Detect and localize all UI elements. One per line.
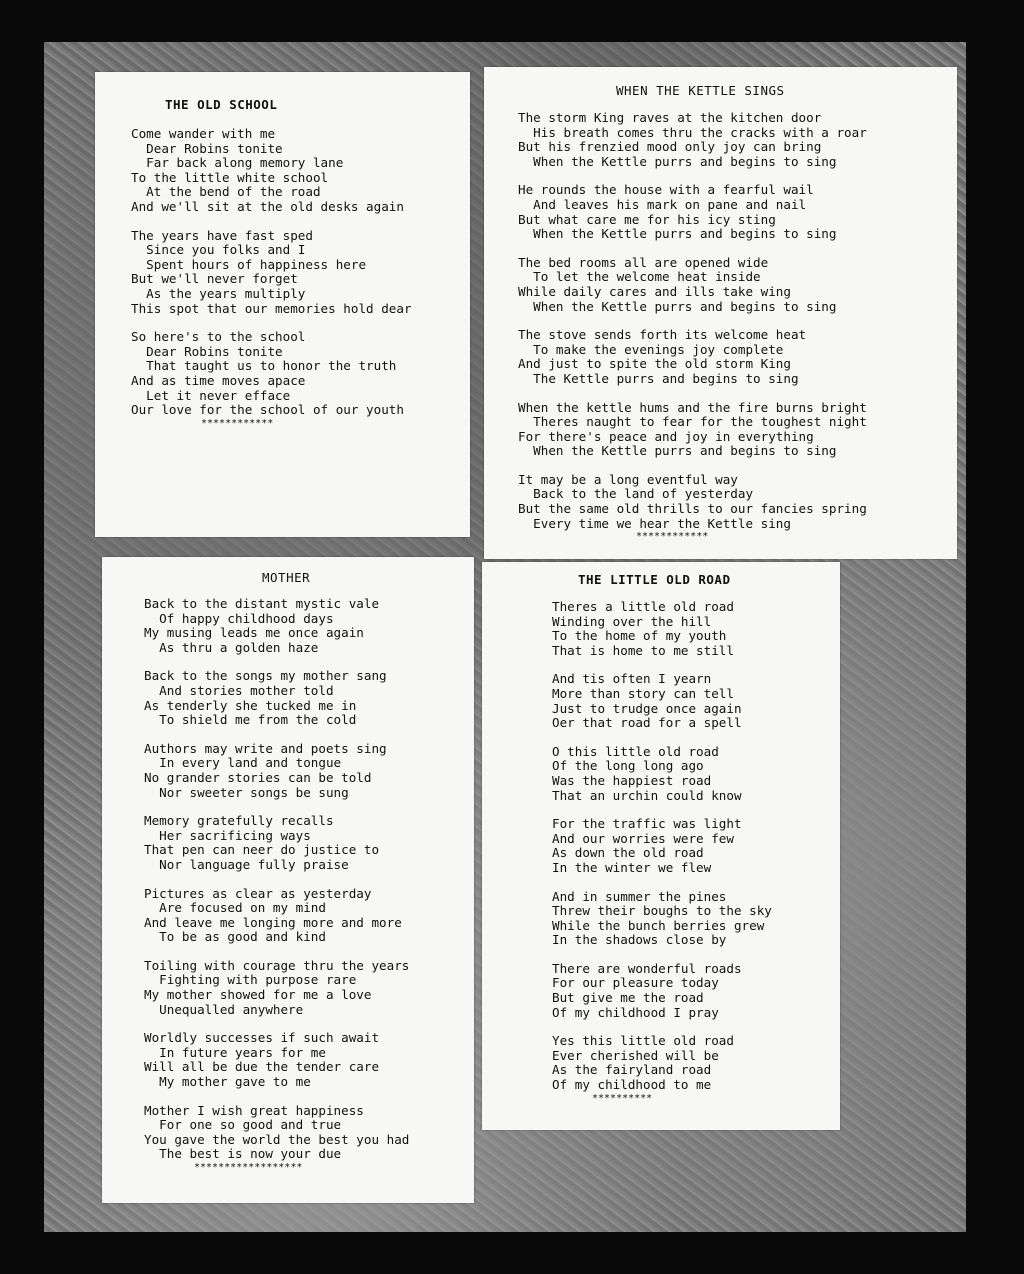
poem-line: O this little old road bbox=[552, 743, 719, 759]
poem-line: And leave me longing more and more bbox=[144, 914, 402, 930]
poem-line: For there's peace and joy in everything bbox=[518, 428, 814, 444]
poem-line: Back to the distant mystic vale bbox=[144, 596, 380, 611]
poem-title: THE LITTLE OLD ROAD bbox=[578, 572, 731, 587]
poem-line: Worldly successes if such await bbox=[144, 1030, 380, 1046]
poem-line: The storm King raves at the kitchen door bbox=[518, 110, 822, 125]
poem-line: While the bunch berries grew bbox=[552, 917, 765, 933]
poem-line: Will all be due the tender care bbox=[144, 1059, 380, 1075]
poem-line: But the same old thrills to our fancies spring bbox=[518, 501, 867, 517]
poem-line: And in summer the pines bbox=[552, 888, 727, 904]
star-divider: ********** bbox=[592, 1092, 653, 1104]
poem-line: So here's to the school bbox=[131, 329, 306, 345]
poem-line: To the home of my youth bbox=[552, 628, 727, 644]
poem-line: For one so good and true bbox=[144, 1117, 342, 1133]
poem-line: Dear Robins tonite bbox=[131, 343, 283, 359]
star-divider: ****************** bbox=[194, 1162, 303, 1173]
poem-line: But what care me for his icy sting bbox=[518, 211, 776, 227]
poem-line: My mother showed for me a love bbox=[144, 987, 372, 1003]
poem-line: Theres naught to fear for the toughest night bbox=[518, 414, 867, 430]
poem-line: Ever cherished will be bbox=[552, 1047, 719, 1063]
poem-line: Our love for the school of our youth bbox=[131, 402, 404, 418]
poem-line: And tis often I yearn bbox=[552, 671, 712, 687]
poem-line: Just to trudge once again bbox=[552, 700, 742, 716]
poem-line: No grander stories can be told bbox=[144, 769, 372, 785]
poem-line: The best is now your due bbox=[144, 1146, 342, 1162]
poem-sheet-old-school bbox=[95, 72, 470, 537]
poem-line: Mother I wish great happiness bbox=[144, 1102, 364, 1118]
poem-line: To the little white school bbox=[131, 169, 329, 185]
poem-line: For the traffic was light bbox=[552, 816, 742, 832]
poem-line: Of happy childhood days bbox=[144, 610, 334, 626]
poem-title: THE OLD SCHOOL bbox=[165, 97, 278, 112]
star-divider: ************ bbox=[201, 417, 274, 429]
poem-line: When the Kettle purrs and begins to sing bbox=[518, 153, 837, 169]
poem-line: Spent hours of happiness here bbox=[131, 256, 367, 272]
poem-line: Winding over the hill bbox=[552, 613, 712, 629]
poem-line: Pictures as clear as yesterday bbox=[144, 885, 372, 901]
poem-line: Was the happiest road bbox=[552, 772, 712, 788]
poem-line: When the Kettle purrs and begins to sing bbox=[518, 226, 837, 242]
poem-line: Every time we hear the Kettle sing bbox=[518, 515, 791, 531]
poem-line: My mother gave to me bbox=[144, 1074, 311, 1090]
poem-line: The Kettle purrs and begins to sing bbox=[518, 370, 799, 386]
poem-line: Are focused on my mind bbox=[144, 900, 326, 916]
poem-line: Of the long long ago bbox=[552, 758, 704, 774]
poem-line: While daily cares and ills take wing bbox=[518, 283, 791, 299]
poem-line: My musing leads me once again bbox=[144, 625, 364, 641]
poem-line: This spot that our memories hold dear bbox=[131, 300, 412, 316]
poem-line: Fighting with purpose rare bbox=[144, 972, 357, 988]
poem-line: His breath comes thru the cracks with a roar bbox=[518, 124, 867, 140]
poem-line: That taught us to honor the truth bbox=[131, 358, 397, 374]
poem-line: To shield me from the cold bbox=[144, 712, 357, 728]
poem-line: When the Kettle purrs and begins to sing bbox=[518, 443, 837, 459]
poem-line: As thru a golden haze bbox=[144, 639, 319, 655]
poem-line: But give me the road bbox=[552, 990, 704, 1006]
poem-line: And leaves his mark on pane and nail bbox=[518, 196, 807, 212]
poem-line: Dear Robins tonite bbox=[131, 140, 283, 156]
poem-line: The bed rooms all are opened wide bbox=[518, 254, 769, 270]
poem-line: Back to the songs my mother sang bbox=[144, 668, 387, 684]
poem-line: Far back along memory lane bbox=[131, 155, 344, 171]
poem-title: MOTHER bbox=[262, 570, 311, 585]
poem-line: As down the old road bbox=[552, 845, 704, 861]
poem-line: There are wonderful roads bbox=[552, 960, 742, 976]
star-divider: ************ bbox=[636, 531, 709, 543]
poem-line: In every land and tongue bbox=[144, 755, 342, 771]
poem-line: When the kettle hums and the fire burns bright bbox=[518, 399, 867, 415]
poem-line: When the Kettle purrs and begins to sing bbox=[518, 298, 837, 314]
poem-line: But his frenzied mood only joy can bring bbox=[518, 139, 822, 155]
poem-line: As the years multiply bbox=[131, 285, 306, 301]
poem-line: To make the evenings joy complete bbox=[518, 341, 784, 357]
poem-line: Back to the land of yesterday bbox=[518, 486, 754, 502]
poem-line: Nor sweeter songs be sung bbox=[144, 784, 349, 800]
poem-line: Nor language fully praise bbox=[144, 856, 349, 872]
poem-line: Authors may write and poets sing bbox=[144, 740, 387, 756]
poem-line: The stove sends forth its welcome heat bbox=[518, 327, 807, 343]
poem-line: And just to spite the old storm King bbox=[518, 356, 791, 372]
poem-line: Threw their boughs to the sky bbox=[552, 903, 772, 919]
poem-line: Come wander with me bbox=[131, 126, 276, 141]
poem-line: But we'll never forget bbox=[131, 271, 298, 287]
poem-line: Let it never efface bbox=[131, 387, 291, 403]
poem-line: Theres a little old road bbox=[552, 599, 734, 614]
poem-line: Since you folks and I bbox=[131, 242, 306, 258]
poem-line: In the shadows close by bbox=[552, 932, 727, 948]
poem-line: In future years for me bbox=[144, 1044, 326, 1060]
poem-line: And as time moves apace bbox=[131, 372, 306, 388]
poem-line: The years have fast sped bbox=[131, 227, 313, 243]
poem-line: Toiling with courage thru the years bbox=[144, 957, 410, 973]
poem-line: In the winter we flew bbox=[552, 859, 712, 875]
poem-line: Of my childhood I pray bbox=[552, 1004, 719, 1020]
poem-line: Unequalled anywhere bbox=[144, 1001, 304, 1017]
poem-line: Her sacrificing ways bbox=[144, 827, 311, 843]
poem-sheet-mother bbox=[102, 557, 474, 1203]
poem-line: For our pleasure today bbox=[552, 975, 719, 991]
poem-line: He rounds the house with a fearful wail bbox=[518, 182, 814, 198]
poem-line: Yes this little old road bbox=[552, 1033, 734, 1049]
poem-line: That pen can neer do justice to bbox=[144, 842, 380, 858]
poem-line: More than story can tell bbox=[552, 685, 734, 701]
poem-line: Of my childhood to me bbox=[552, 1077, 712, 1093]
poem-line: And we'll sit at the old desks again bbox=[131, 198, 404, 214]
poem-line: As tenderly she tucked me in bbox=[144, 697, 357, 713]
poem-line: It may be a long eventful way bbox=[518, 471, 738, 487]
poem-title: WHEN THE KETTLE SINGS bbox=[616, 83, 785, 98]
poem-line: And our worries were few bbox=[552, 830, 734, 846]
poem-line: At the bend of the road bbox=[131, 184, 321, 200]
poem-line: As the fairyland road bbox=[552, 1062, 712, 1078]
poem-line: And stories mother told bbox=[144, 682, 334, 698]
poem-line: That is home to me still bbox=[552, 642, 734, 658]
poem-line: To let the welcome heat inside bbox=[518, 269, 761, 285]
poem-line: Memory gratefully recalls bbox=[144, 813, 334, 829]
poem-line: To be as good and kind bbox=[144, 929, 326, 945]
poem-sheet-kettle-sings bbox=[484, 67, 957, 559]
poem-line: Oer that road for a spell bbox=[552, 715, 742, 731]
poem-sheet-little-old-road bbox=[482, 562, 840, 1130]
poem-line: That an urchin could know bbox=[552, 787, 742, 803]
poem-line: You gave the world the best you had bbox=[144, 1131, 410, 1147]
